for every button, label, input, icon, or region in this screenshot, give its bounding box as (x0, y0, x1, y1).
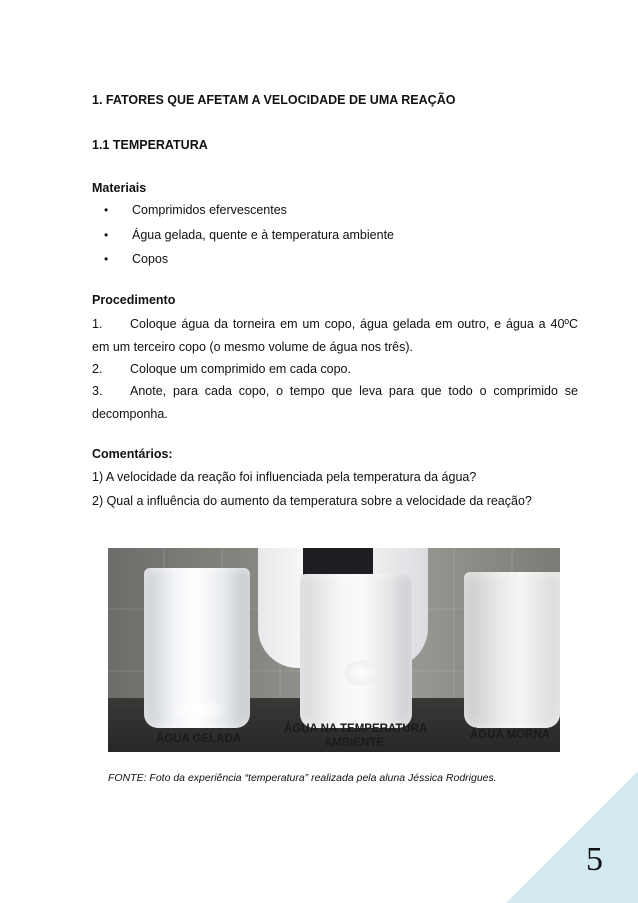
materials-title: Materiais (92, 181, 147, 195)
glass-room-water (300, 574, 412, 728)
step-text: Coloque água da torneira em um copo, água gelada em outro, e água a 40ºC (130, 317, 578, 331)
page-number: 5 (586, 841, 603, 878)
corner-decoration (506, 771, 638, 903)
materials-item: • Copos (104, 252, 169, 266)
step-text-continued: em um terceiro copo (o mesmo volume de água nos três). (92, 340, 413, 354)
materials-item: • Comprimidos efervescentes (104, 203, 287, 217)
procedure-step (0, 361, 638, 377)
step-number: 2. (92, 362, 103, 376)
procedure-step (0, 383, 638, 399)
comment-question: 1) A velocidade da reação foi influenciada pela temperatura da água? (92, 470, 477, 484)
label-warm-water: ÁGUA MORNA (470, 729, 551, 741)
step-text: Coloque um comprimido em cada copo. (130, 362, 351, 376)
label-room-water: ÁGUA NA TEMPERATURA AMBIENTE (284, 723, 428, 749)
effervescent-tablet (344, 660, 378, 686)
sub-heading: 1.1 TEMPERATURA (92, 138, 208, 152)
procedure-title: Procedimento (92, 293, 176, 307)
step-number: 3. (92, 384, 103, 398)
step-text-continued: decomponha. (92, 407, 168, 421)
materials-item: • Água gelada, quente e à temperatura ambiente (104, 228, 394, 242)
label-cold-water: ÁGUA GELADA (156, 733, 242, 745)
step-text: Anote, para cada copo, o tempo que leva para que todo o comprimido se (130, 384, 578, 398)
experiment-photo (108, 548, 560, 752)
comment-question: 2) Qual a influência do aumento da temperatura sobre a velocidade da reação? (92, 494, 532, 508)
bullet-icon: • (104, 203, 109, 217)
bullet-icon: • (104, 228, 109, 242)
bubbles (168, 698, 228, 722)
photo-caption: FONTE: Foto da experiência “temperatura” realizada pela aluna Jéssica Rodrigues. (108, 772, 497, 784)
comments-title: Comentários: (92, 447, 173, 461)
glass-warm-water (464, 572, 560, 728)
bullet-icon: • (104, 252, 109, 266)
procedure-step (0, 316, 638, 332)
step-number: 1. (92, 317, 103, 331)
main-heading: 1. FATORES QUE AFETAM A VELOCIDADE DE UMA REAÇÃO (92, 93, 456, 107)
